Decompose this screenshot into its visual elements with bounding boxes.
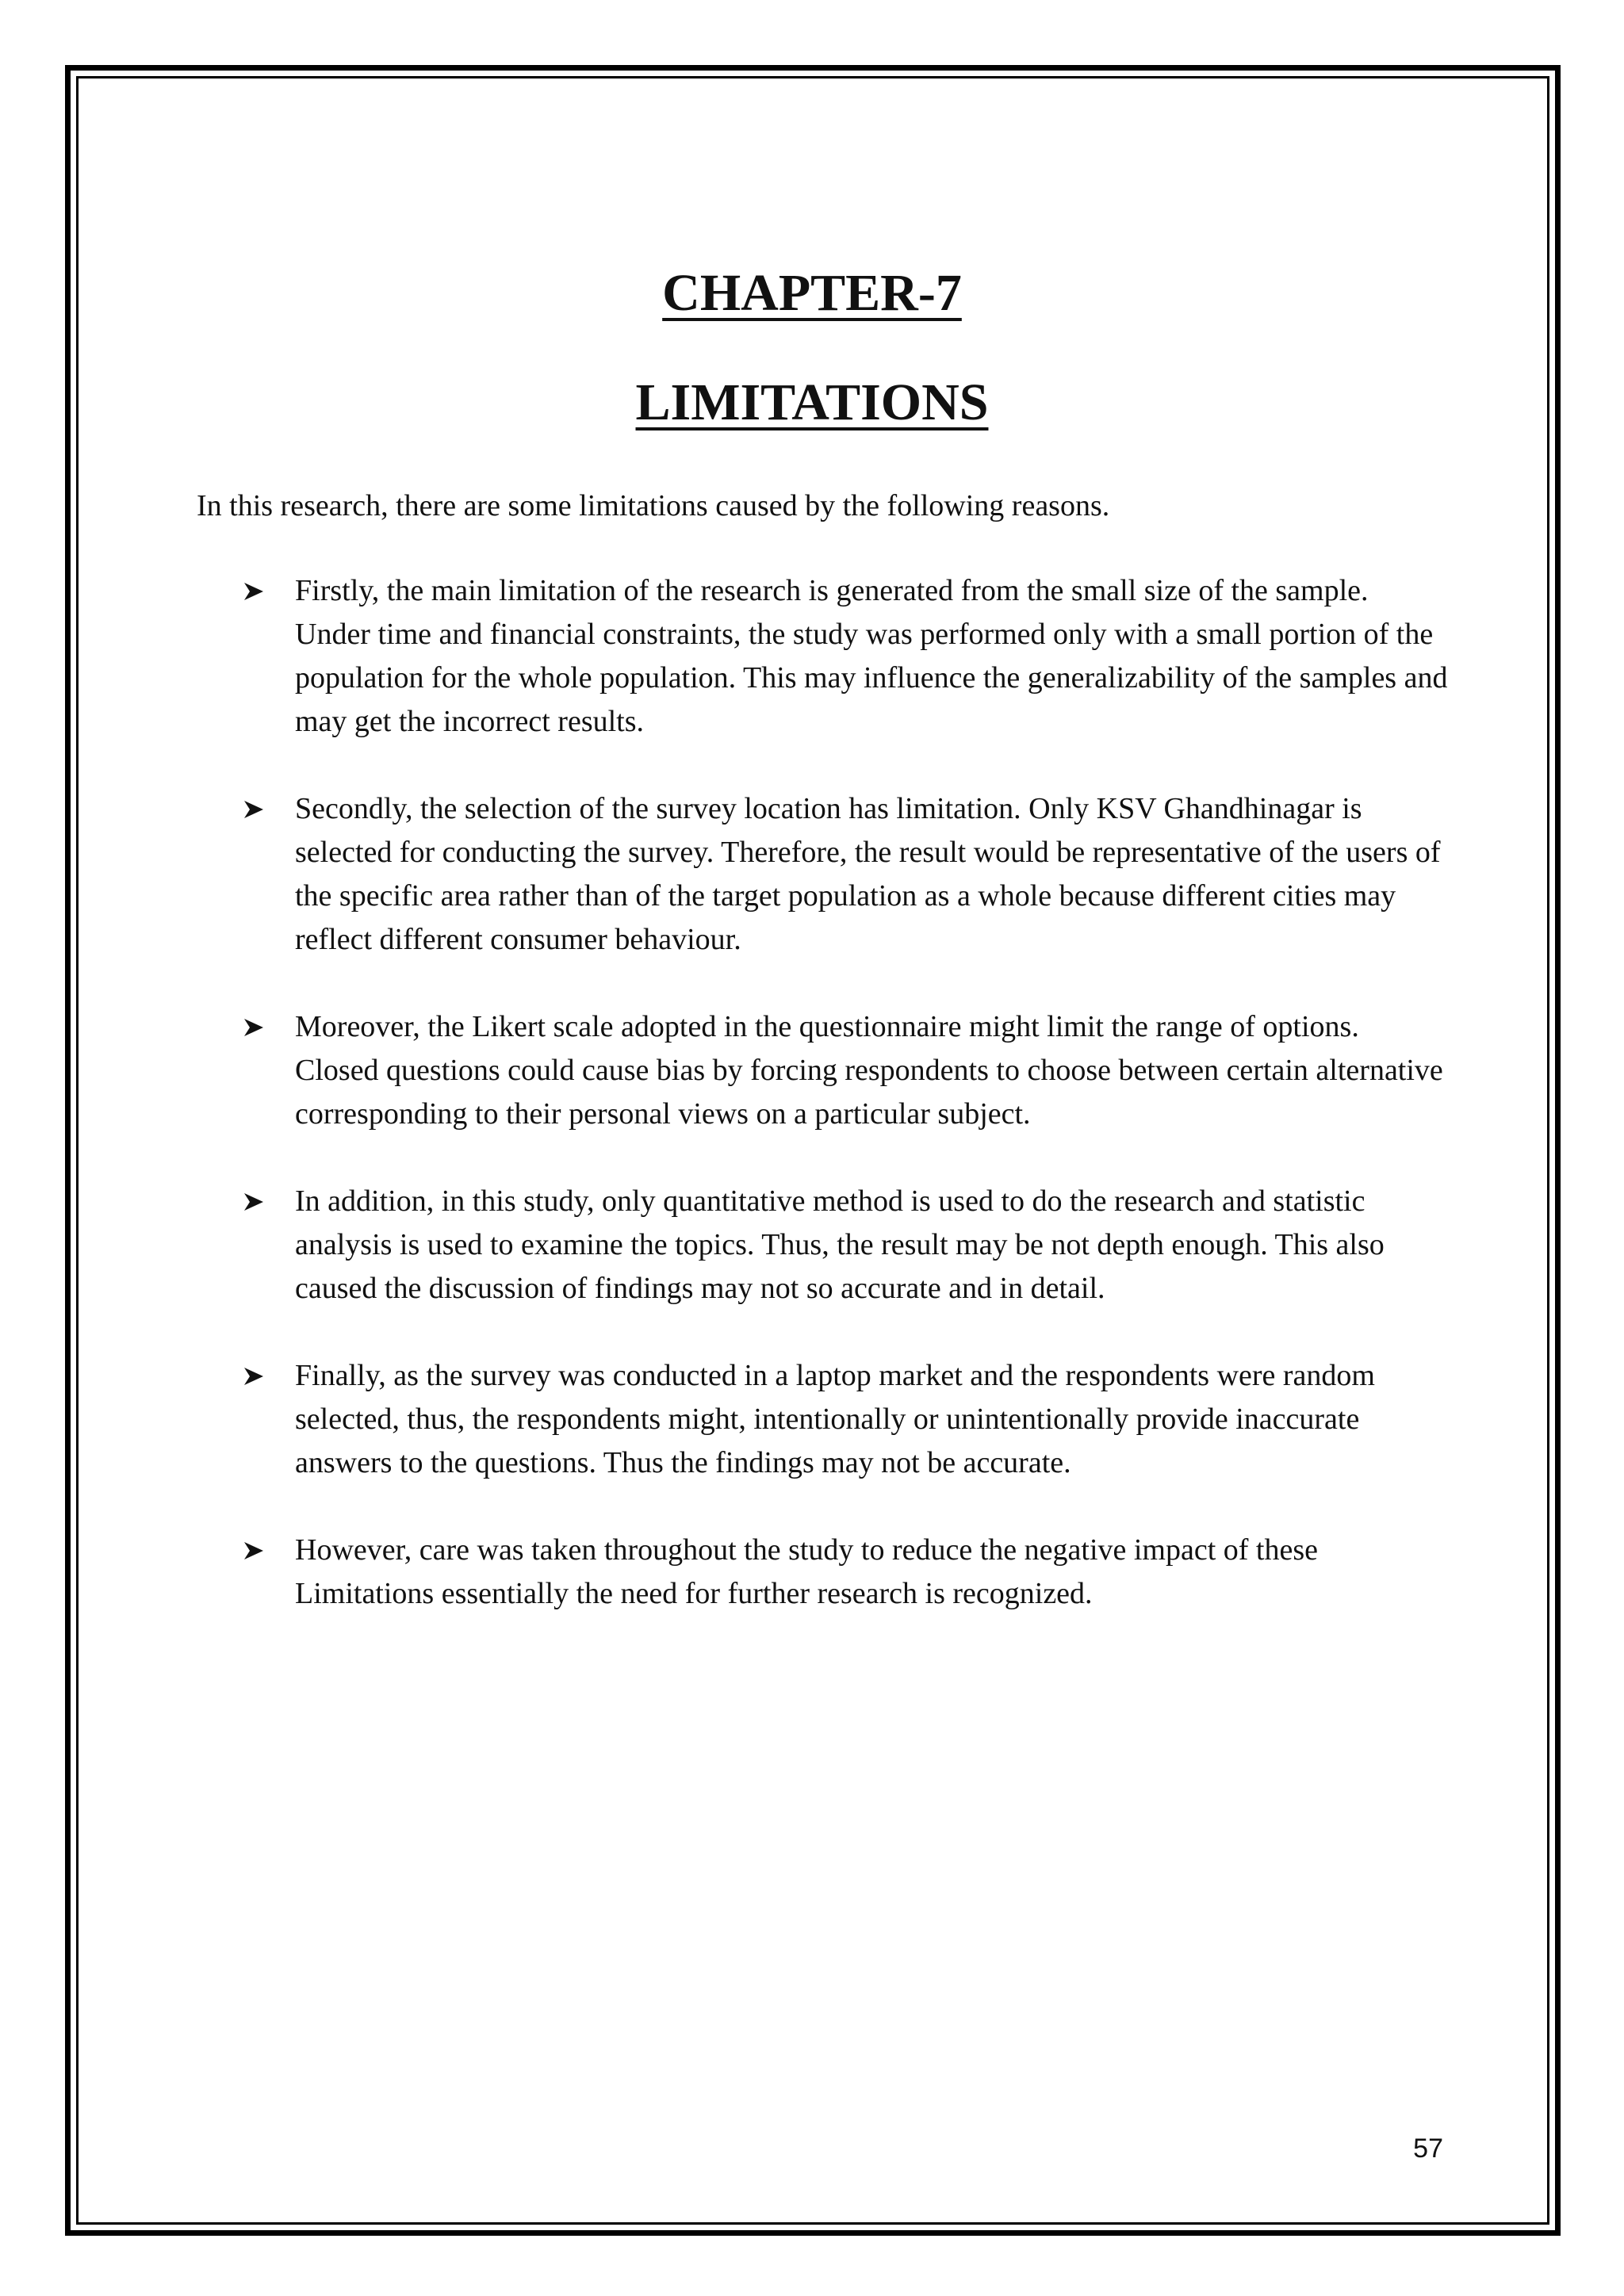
arrowhead-bullet-icon xyxy=(243,799,265,820)
list-item xyxy=(243,1005,1448,1136)
section-title: LIMITATIONS xyxy=(635,373,989,431)
list-item xyxy=(243,1529,1448,1616)
arrowhead-bullet-icon xyxy=(243,1017,265,1038)
list-item-text: Finally, as the survey was conducted in a laptop market and the respondents were random selected, thus, the respondents might, intentionally or unintentionally provide inaccurate answers to the questions. Thus the findings may not be accurate. xyxy=(295,1359,1375,1479)
arrowhead-bullet-icon xyxy=(243,1366,265,1387)
limitations-list xyxy=(243,569,1448,1659)
list-item-text: In addition, in this study, only quantitative method is used to do the research and statistic analysis is used to examine the topics. Thus, the result may be not depth enough. This also caused the discussion of findings may not so accurate and in detail. xyxy=(295,1184,1385,1305)
arrowhead-bullet-icon xyxy=(243,1192,265,1212)
arrowhead-bullet-icon xyxy=(243,1540,265,1561)
arrowhead-bullet-icon xyxy=(243,581,265,602)
chapter-title: CHAPTER-7 xyxy=(662,264,962,322)
list-item xyxy=(243,569,1448,744)
list-item-text: Moreover, the Likert scale adopted in the questionnaire might limit the range of options. Closed questions could cause bias by forcing respondents to choose between certain alternative corresponding to their personal views on a particular subject. xyxy=(295,1010,1443,1131)
list-item xyxy=(243,1180,1448,1311)
list-item xyxy=(243,1354,1448,1485)
list-item xyxy=(243,787,1448,962)
list-item-text: Firstly, the main limitation of the research is generated from the small size of the sample. Under time and financial constraints, the study was performed only with a small portion of the population for the whole population. This may influence the generalizability of the samples and may get the incorrect results. xyxy=(295,574,1448,738)
page-number: 57 xyxy=(1413,2133,1443,2164)
list-item-text: Secondly, the selection of the survey location has limitation. Only KSV Ghandhinagar is selected for conducting the survey. Therefore, the result would be representative of the users of the specific area rather than of the target population as a whole because different cities may reflect different consumer behaviour. xyxy=(295,792,1441,956)
intro-paragraph: In this research, there are some limitations caused by the following reasons. xyxy=(197,489,1110,522)
list-item-text: However, care was taken throughout the study to reduce the negative impact of these Limitations essentially the need for further research is recognized. xyxy=(295,1533,1319,1610)
